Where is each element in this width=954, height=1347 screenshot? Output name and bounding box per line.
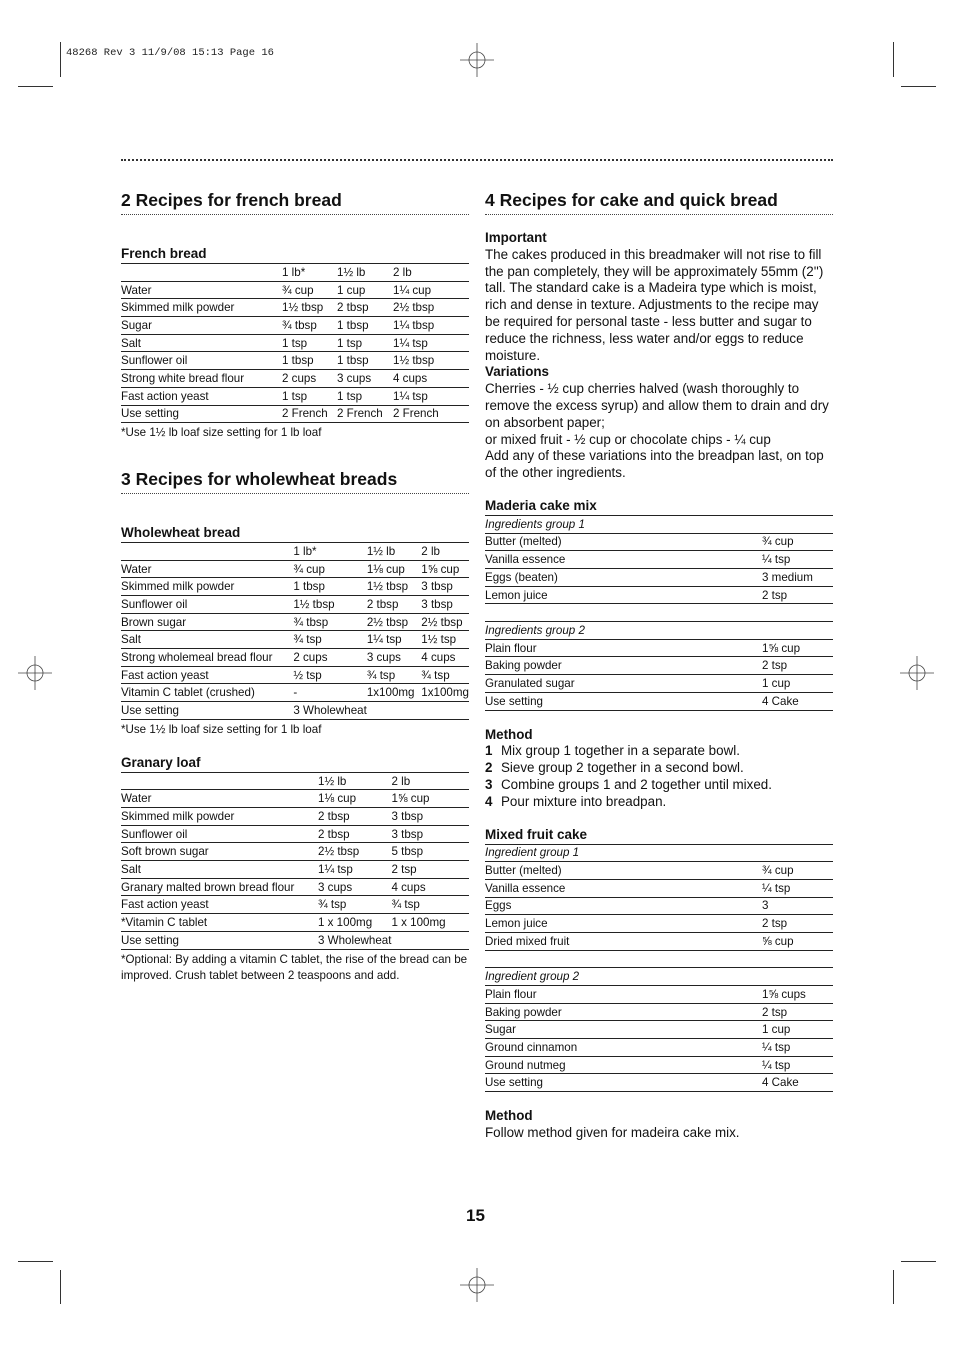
table-cell: Strong wholemeal bread flour xyxy=(121,649,293,667)
table-row xyxy=(485,586,833,604)
table-cell: 1⅛ cup xyxy=(367,560,421,578)
table-cell: Plain flour xyxy=(485,986,762,1004)
crop-mark xyxy=(901,1261,936,1262)
table-row xyxy=(121,878,469,896)
table-title-madeira-cake: Maderia cake mix xyxy=(485,497,597,513)
table-cell: Use setting xyxy=(121,931,318,949)
madeira-cake-table xyxy=(485,515,833,711)
table-cell: Eggs xyxy=(485,897,762,915)
fruitcake-method-heading: Method xyxy=(485,1108,533,1124)
table-cell: 4 cups xyxy=(393,370,469,388)
table-cell: 1¼ tsp xyxy=(393,334,469,352)
table-cell: Soft brown sugar xyxy=(121,843,318,861)
table-cell: 2 tsp xyxy=(762,586,833,604)
table-cell: 3 Wholewheat xyxy=(293,702,366,720)
table-cell: Butter (melted) xyxy=(485,862,762,880)
table-cell: Salt xyxy=(121,334,282,352)
table-cell: ¾ cup xyxy=(762,533,833,551)
table-cell: Ingredients group 2 xyxy=(485,622,833,640)
table-cell xyxy=(121,542,293,560)
table-cell: 1½ lb xyxy=(318,772,391,790)
table-cell: Sunflower oil xyxy=(121,825,318,843)
method-step xyxy=(485,777,833,794)
table-row xyxy=(121,790,469,808)
section-title-french: 2 Recipes for french bread xyxy=(121,190,469,215)
blank-row xyxy=(485,950,833,968)
registration-mark-bottom xyxy=(460,1268,494,1302)
table-row xyxy=(485,675,833,693)
table-cell: 1 cup xyxy=(762,1021,833,1039)
table-cell xyxy=(367,702,421,720)
table-row xyxy=(485,1039,833,1057)
table-cell: 1 tsp xyxy=(337,334,393,352)
section-title-cake: 4 Recipes for cake and quick bread xyxy=(485,190,833,215)
table-cell: 1⅛ cup xyxy=(318,790,391,808)
table-cell: 1x100mg xyxy=(421,684,469,702)
fruitcake-method-text: Follow method given for madeira cake mix. xyxy=(485,1124,740,1140)
table-cell: ¼ tsp xyxy=(762,879,833,897)
table-cell: ¾ tsp xyxy=(367,666,421,684)
table-row xyxy=(121,387,469,405)
table-row xyxy=(121,405,469,423)
table-cell xyxy=(391,931,469,949)
table-cell: ¾ tsp xyxy=(293,631,366,649)
table-cell xyxy=(485,950,833,968)
table-cell: 1⅝ cups xyxy=(762,986,833,1004)
table-cell: Fast action yeast xyxy=(121,896,318,914)
step-number: 3 xyxy=(485,776,493,792)
table-cell: Eggs (beaten) xyxy=(485,569,762,587)
table-cell: 1½ lb xyxy=(367,542,421,560)
table-cell: 3 medium xyxy=(762,569,833,587)
table-cell: Use setting xyxy=(485,692,762,710)
table-row xyxy=(121,370,469,388)
table-row xyxy=(485,1056,833,1074)
table-cell: 1 x 100mg xyxy=(391,914,469,932)
table-row xyxy=(121,560,469,578)
table-cell xyxy=(121,772,318,790)
table-cell: 2 French xyxy=(282,405,337,423)
madeira-method-steps xyxy=(485,743,833,810)
table-row xyxy=(121,631,469,649)
table-cell: Baking powder xyxy=(485,1003,762,1021)
header-dotted-rule xyxy=(121,159,833,161)
table-cell: 2 lb xyxy=(421,542,469,560)
table-row xyxy=(121,914,469,932)
table-cell: - xyxy=(293,684,366,702)
table-row xyxy=(485,692,833,710)
table-cell: Use setting xyxy=(121,405,282,423)
table-cell: 2 tbsp xyxy=(318,825,391,843)
table-row xyxy=(485,639,833,657)
table-cell: 5 tbsp xyxy=(391,843,469,861)
variations-heading: Variations xyxy=(485,364,550,380)
table-cell: 2 cups xyxy=(282,370,337,388)
table-title-granary-loaf: Granary loaf xyxy=(121,754,201,770)
table-cell: 2 tsp xyxy=(762,1003,833,1021)
table-cell: 1 cup xyxy=(337,281,393,299)
table-cell: 1⅝ cup xyxy=(762,639,833,657)
table-cell: 2 tsp xyxy=(762,657,833,675)
table-cell: 4 cups xyxy=(421,649,469,667)
registration-mark-right xyxy=(900,656,934,690)
blank-row xyxy=(485,844,833,862)
table-cell: 3 tbsp xyxy=(391,825,469,843)
table-cell: Vitamin C tablet (crushed) xyxy=(121,684,293,702)
table-row xyxy=(485,862,833,880)
variations-line-1: Cherries - ½ cup cherries halved (wash thoroughly to remove the excess syrup) and allow them to drain and dry on absorbent paper; xyxy=(485,381,829,430)
table-cell: 3 tbsp xyxy=(421,578,469,596)
table-cell: 4 cups xyxy=(391,878,469,896)
granary-loaf-table xyxy=(121,772,469,950)
important-text: The cakes produced in this breadmaker will not rise to fill the pan completely, they will be approximately 55mm (2'') tall. The standard cake is a Madeira type which is moist, rich and dense in texture. Adjustments to the recipe may be required for personal taste - less butter and sugar to reduce the richness, less water and/or eggs to reduce moisture. xyxy=(485,246,824,363)
table-cell: 2 cups xyxy=(293,649,366,667)
right-column xyxy=(485,190,833,1142)
table-cell: Fast action yeast xyxy=(121,666,293,684)
table-cell: Vanilla essence xyxy=(485,879,762,897)
section-title-wholewheat: 3 Recipes for wholewheat breads xyxy=(121,469,469,494)
table-cell: Ingredient group 1 xyxy=(485,844,833,862)
table-cell: ¼ tsp xyxy=(762,1039,833,1057)
table-cell: 4 Cake xyxy=(762,692,833,710)
mixed-fruit-cake-table xyxy=(485,844,833,1093)
crop-mark xyxy=(60,42,61,77)
table-cell: ¾ tsp xyxy=(421,666,469,684)
table-row xyxy=(485,551,833,569)
table-cell: Butter (melted) xyxy=(485,533,762,551)
crop-mark xyxy=(901,86,936,87)
step-number: 2 xyxy=(485,760,493,776)
table-cell: 1½ tbsp xyxy=(282,299,337,317)
table-row xyxy=(121,808,469,826)
registration-mark-top xyxy=(460,43,494,77)
table-cell xyxy=(121,264,282,282)
table-cell: Salt xyxy=(121,631,293,649)
crop-mark xyxy=(893,1270,894,1304)
table-row xyxy=(121,684,469,702)
crop-mark xyxy=(893,42,894,77)
table-cell: 1½ tsp xyxy=(421,631,469,649)
table-cell: Sugar xyxy=(485,1021,762,1039)
table-row xyxy=(485,657,833,675)
table-cell: Lemon juice xyxy=(485,586,762,604)
table-row xyxy=(485,986,833,1004)
table-cell: 2 lb xyxy=(391,772,469,790)
table-cell: 3 cups xyxy=(337,370,393,388)
wholewheat-note: *Use 1½ lb loaf size setting for 1 lb loaf xyxy=(121,722,322,736)
table-cell: 1½ tbsp xyxy=(367,578,421,596)
table-cell: Ingredient group 2 xyxy=(485,968,833,986)
step-text: Combine groups 1 and 2 together until mixed. xyxy=(501,776,772,792)
wholewheat-bread-table xyxy=(121,542,469,720)
table-cell: Baking powder xyxy=(485,657,762,675)
crop-mark xyxy=(18,1261,53,1262)
table-row xyxy=(121,666,469,684)
table-cell: 1½ tbsp xyxy=(393,352,469,370)
table-header-row xyxy=(121,542,469,560)
table-cell xyxy=(485,604,833,622)
table-row xyxy=(485,1074,833,1092)
table-cell: Skimmed milk powder xyxy=(121,578,293,596)
table-cell: 1¼ tbsp xyxy=(393,317,469,335)
page-number: 15 xyxy=(466,1206,485,1225)
table-cell: Plain flour xyxy=(485,639,762,657)
granary-note: *Optional: By adding a vitamin C tablet, the rise of the bread can be improved. Crush tablet between 2 teaspoons and add. xyxy=(121,952,468,983)
table-title-wholewheat-bread: Wholewheat bread xyxy=(121,524,241,540)
table-row xyxy=(121,896,469,914)
french-bread-table xyxy=(121,263,469,423)
table-cell: Ingredients group 1 xyxy=(485,515,833,533)
table-cell: 2 tbsp xyxy=(318,808,391,826)
table-cell: 1 tbsp xyxy=(293,578,366,596)
table-row xyxy=(121,843,469,861)
table-cell: Granary malted brown bread flour xyxy=(121,878,318,896)
blank-row xyxy=(485,515,833,533)
step-number: 4 xyxy=(485,793,493,809)
table-cell: Fast action yeast xyxy=(121,387,282,405)
table-row xyxy=(485,932,833,950)
table-row xyxy=(485,533,833,551)
table-cell: Dried mixed fruit xyxy=(485,932,762,950)
group-label-row xyxy=(485,622,833,640)
table-row xyxy=(121,649,469,667)
table-cell: Sunflower oil xyxy=(121,596,293,614)
table-cell: Strong white bread flour xyxy=(121,370,282,388)
table-cell: ¾ cup xyxy=(762,862,833,880)
table-cell: 1 tbsp xyxy=(337,352,393,370)
table-cell: 2 tsp xyxy=(762,915,833,933)
table-cell: ¾ tbsp xyxy=(282,317,337,335)
table-cell: Skimmed milk powder xyxy=(121,299,282,317)
table-cell: 2 tsp xyxy=(391,861,469,879)
step-number: 1 xyxy=(485,743,493,759)
crop-mark xyxy=(60,1270,61,1304)
table-title-mixed-fruit-cake: Mixed fruit cake xyxy=(485,826,588,842)
table-cell: 3 tbsp xyxy=(391,808,469,826)
table-cell: 1⅝ cup xyxy=(391,790,469,808)
step-text: Mix group 1 together in a separate bowl. xyxy=(501,743,740,759)
table-cell: ¼ tsp xyxy=(762,551,833,569)
table-cell: Ground nutmeg xyxy=(485,1056,762,1074)
step-text: Sieve group 2 together in a second bowl. xyxy=(501,760,744,776)
french-note: *Use 1½ lb loaf size setting for 1 lb loaf xyxy=(121,426,322,440)
table-row xyxy=(121,299,469,317)
table-row xyxy=(121,596,469,614)
table-row xyxy=(121,352,469,370)
table-cell: Brown sugar xyxy=(121,613,293,631)
table-header-row xyxy=(121,264,469,282)
group-label-row xyxy=(485,968,833,986)
table-cell xyxy=(421,702,469,720)
table-cell: Water xyxy=(121,281,282,299)
table-cell: 3 Wholewheat xyxy=(318,931,391,949)
table-header-row xyxy=(121,772,469,790)
table-row xyxy=(121,334,469,352)
table-cell: Ground cinnamon xyxy=(485,1039,762,1057)
table-cell: 2½ tbsp xyxy=(421,613,469,631)
table-cell: Use setting xyxy=(485,1074,762,1092)
table-cell: ½ tsp xyxy=(293,666,366,684)
left-column xyxy=(121,190,469,985)
table-cell: 1 tbsp xyxy=(282,352,337,370)
table-cell: Skimmed milk powder xyxy=(121,808,318,826)
method-step xyxy=(485,760,833,777)
table-cell: ¾ tsp xyxy=(391,896,469,914)
table-cell: Sugar xyxy=(121,317,282,335)
table-cell: Use setting xyxy=(121,702,293,720)
table-cell: 1½ lb xyxy=(337,264,393,282)
table-cell: 1 tsp xyxy=(282,334,337,352)
step-text: Pour mixture into breadpan. xyxy=(501,793,667,809)
table-cell: ¾ tbsp xyxy=(293,613,366,631)
method-step xyxy=(485,743,833,760)
table-cell: ¾ tsp xyxy=(318,896,391,914)
table-cell: Vanilla essence xyxy=(485,551,762,569)
table-cell: 3 tbsp xyxy=(421,596,469,614)
table-row xyxy=(485,879,833,897)
table-cell: 1 lb* xyxy=(293,542,366,560)
table-row xyxy=(121,317,469,335)
variations-line-3: Add any of these variations into the breadpan last, on top of the other ingredients. xyxy=(485,448,824,481)
table-cell: 2½ tbsp xyxy=(318,843,391,861)
table-row xyxy=(485,897,833,915)
table-cell: 1¼ cup xyxy=(393,281,469,299)
variations-line-2: or mixed fruit - ½ cup or chocolate chips - ¼ cup xyxy=(485,431,771,447)
table-row xyxy=(485,915,833,933)
table-cell: ¼ tsp xyxy=(762,1056,833,1074)
table-cell: Lemon juice xyxy=(485,915,762,933)
table-cell: 1 x 100mg xyxy=(318,914,391,932)
table-cell: 2 French xyxy=(393,405,469,423)
table-cell: Water xyxy=(121,560,293,578)
table-cell: 1 tbsp xyxy=(337,317,393,335)
important-heading: Important xyxy=(485,230,547,245)
table-cell: 2 tbsp xyxy=(367,596,421,614)
table-title-french-bread: French bread xyxy=(121,246,207,261)
table-cell: 2 lb xyxy=(393,264,469,282)
table-row xyxy=(485,1021,833,1039)
table-cell: 4 Cake xyxy=(762,1074,833,1092)
madeira-method-heading: Method xyxy=(485,726,533,742)
table-cell: 3 cups xyxy=(367,649,421,667)
table-row xyxy=(485,569,833,587)
table-cell: 1¼ tsp xyxy=(393,387,469,405)
table-cell: 1 cup xyxy=(762,675,833,693)
table-cell: ¾ cup xyxy=(293,560,366,578)
table-cell: 2 French xyxy=(337,405,393,423)
table-row xyxy=(485,1003,833,1021)
table-cell: ⅝ cup xyxy=(762,932,833,950)
method-step xyxy=(485,794,833,811)
table-cell: 1¼ tsp xyxy=(367,631,421,649)
table-cell: 1 tsp xyxy=(282,387,337,405)
crop-mark xyxy=(18,86,53,87)
table-row xyxy=(121,931,469,949)
table-cell: 2½ tbsp xyxy=(367,613,421,631)
table-cell: ¾ cup xyxy=(282,281,337,299)
table-cell: 2½ tbsp xyxy=(393,299,469,317)
table-cell: Water xyxy=(121,790,318,808)
table-cell: 1¼ tsp xyxy=(318,861,391,879)
table-cell: 3 xyxy=(762,897,833,915)
table-cell: Salt xyxy=(121,861,318,879)
table-cell: 1 lb* xyxy=(282,264,337,282)
table-row xyxy=(121,825,469,843)
blank-row xyxy=(485,604,833,622)
table-cell: Granulated sugar xyxy=(485,675,762,693)
table-cell: *Vitamin C tablet xyxy=(121,914,318,932)
table-row xyxy=(121,281,469,299)
table-cell: 1½ tbsp xyxy=(293,596,366,614)
registration-mark-left xyxy=(18,656,52,690)
table-row xyxy=(121,702,469,720)
table-row xyxy=(121,861,469,879)
printer-slug: 48268 Rev 3 11/9/08 15:13 Page 16 xyxy=(66,47,274,59)
table-cell: 3 cups xyxy=(318,878,391,896)
table-cell: 2 tbsp xyxy=(337,299,393,317)
table-row xyxy=(121,613,469,631)
table-cell: Sunflower oil xyxy=(121,352,282,370)
table-cell: 1x100mg xyxy=(367,684,421,702)
table-cell: 1⅝ cup xyxy=(421,560,469,578)
table-cell: 1 tsp xyxy=(337,387,393,405)
table-row xyxy=(121,578,469,596)
